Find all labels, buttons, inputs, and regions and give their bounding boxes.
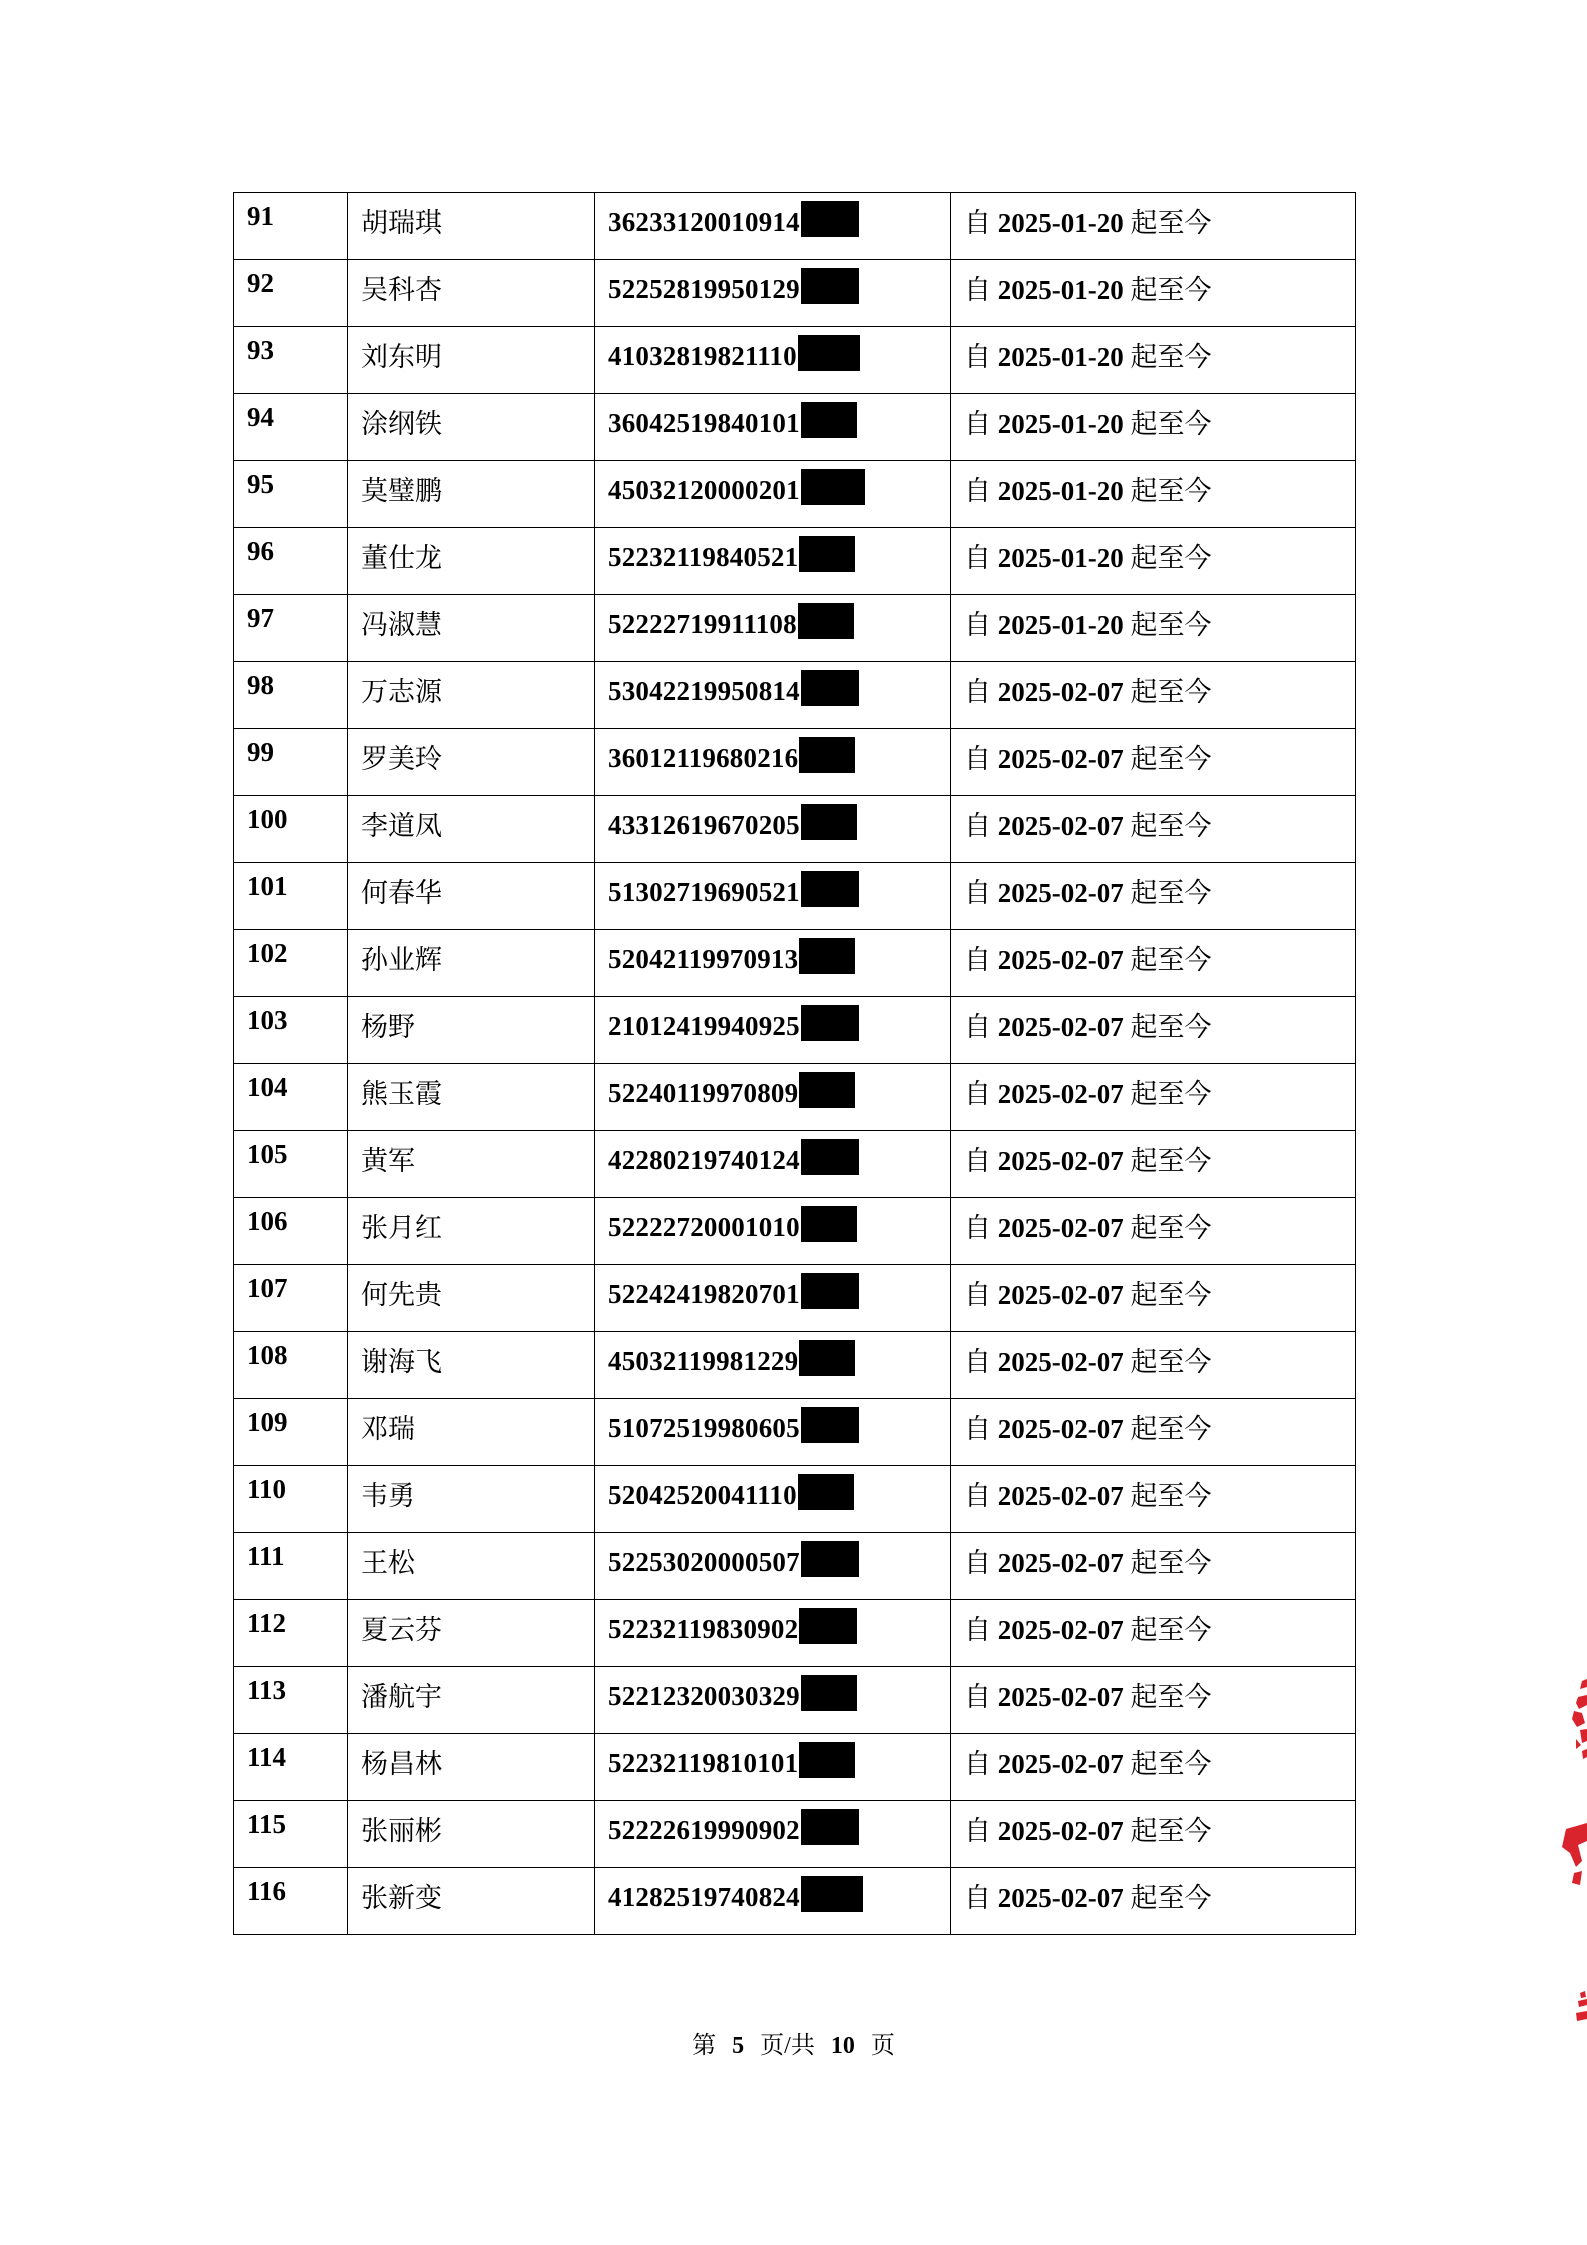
table-row xyxy=(234,729,1356,796)
id-number-cell xyxy=(595,662,951,729)
table-row xyxy=(234,1533,1356,1600)
redaction-block xyxy=(799,938,855,974)
period-prefix: 自 xyxy=(964,1883,991,1913)
period-suffix: 起至今 xyxy=(1130,878,1212,908)
period-prefix: 自 xyxy=(964,1347,991,1377)
id-number-cell xyxy=(595,729,951,796)
period-start-date: 2025-02-07 xyxy=(997,1146,1124,1176)
redaction-block xyxy=(799,1608,857,1644)
period-prefix: 自 xyxy=(964,1213,991,1243)
period-suffix: 起至今 xyxy=(1130,1682,1212,1712)
id-number-visible: 45032119981229 xyxy=(608,1346,799,1376)
period-start-date: 2025-02-07 xyxy=(997,1615,1124,1645)
table-row xyxy=(234,1399,1356,1466)
person-name: 黄军 xyxy=(348,1131,595,1198)
period-cell xyxy=(951,1801,1356,1868)
row-number: 96 xyxy=(234,528,348,595)
period-cell xyxy=(951,997,1356,1064)
period-start-date: 2025-01-20 xyxy=(997,610,1124,640)
period-suffix: 起至今 xyxy=(1130,1213,1212,1243)
id-number-visible: 52252819950129 xyxy=(608,274,800,304)
row-number: 95 xyxy=(234,461,348,528)
id-number-cell xyxy=(595,1868,951,1935)
period-prefix: 自 xyxy=(964,1682,991,1712)
period-cell xyxy=(951,729,1356,796)
period-start-date: 2025-02-07 xyxy=(997,1481,1124,1511)
official-seal-fragment-icon xyxy=(1552,1675,1587,2055)
period-cell xyxy=(951,662,1356,729)
redaction-block xyxy=(801,804,857,840)
id-number-cell xyxy=(595,1533,951,1600)
table-row xyxy=(234,863,1356,930)
person-name: 胡瑞琪 xyxy=(348,193,595,260)
id-number-visible: 52222720001010 xyxy=(608,1212,800,1242)
id-number-cell xyxy=(595,796,951,863)
id-number-cell xyxy=(595,1198,951,1265)
footer-total-pages: 10 xyxy=(830,2033,855,2059)
table-row xyxy=(234,193,1356,260)
redaction-block xyxy=(801,1139,859,1175)
period-prefix: 自 xyxy=(964,1548,991,1578)
id-number-visible: 52232119810101 xyxy=(608,1748,799,1778)
period-prefix: 自 xyxy=(964,1481,991,1511)
person-name: 杨昌林 xyxy=(348,1734,595,1801)
table-row xyxy=(234,1466,1356,1533)
period-suffix: 起至今 xyxy=(1130,744,1212,774)
period-suffix: 起至今 xyxy=(1130,1414,1212,1444)
period-suffix: 起至今 xyxy=(1130,275,1212,305)
id-number-visible: 52240119970809 xyxy=(608,1078,799,1108)
id-number-visible: 52242419820701 xyxy=(608,1279,800,1309)
period-suffix: 起至今 xyxy=(1130,1347,1212,1377)
person-name: 涂纲铁 xyxy=(348,394,595,461)
table-row xyxy=(234,260,1356,327)
id-number-visible: 52222619990902 xyxy=(608,1815,800,1845)
row-number: 102 xyxy=(234,930,348,997)
id-number-visible: 42280219740124 xyxy=(608,1145,800,1175)
period-cell xyxy=(951,595,1356,662)
period-cell xyxy=(951,1399,1356,1466)
id-number-cell xyxy=(595,1265,951,1332)
period-suffix: 起至今 xyxy=(1130,1079,1212,1109)
redaction-block xyxy=(801,670,859,706)
period-prefix: 自 xyxy=(964,1414,991,1444)
person-name: 冯淑慧 xyxy=(348,595,595,662)
row-number: 106 xyxy=(234,1198,348,1265)
id-number-cell xyxy=(595,930,951,997)
row-number: 113 xyxy=(234,1667,348,1734)
id-number-visible: 36233120010914 xyxy=(608,207,800,237)
period-start-date: 2025-02-07 xyxy=(997,1883,1124,1913)
redaction-block xyxy=(801,1675,857,1711)
person-name: 李道凤 xyxy=(348,796,595,863)
id-number-cell xyxy=(595,1131,951,1198)
redaction-block xyxy=(801,1541,859,1577)
period-prefix: 自 xyxy=(964,1749,991,1779)
period-prefix: 自 xyxy=(964,1816,991,1846)
period-start-date: 2025-02-07 xyxy=(997,1414,1124,1444)
period-suffix: 起至今 xyxy=(1130,1883,1212,1913)
id-number-cell xyxy=(595,1332,951,1399)
period-start-date: 2025-02-07 xyxy=(997,744,1124,774)
id-number-visible: 52212320030329 xyxy=(608,1681,800,1711)
redaction-block xyxy=(801,1206,857,1242)
period-cell xyxy=(951,1600,1356,1667)
footer-middle: 页/共 xyxy=(760,2033,815,2059)
table-row xyxy=(234,1198,1356,1265)
footer-suffix: 页 xyxy=(870,2033,895,2059)
period-start-date: 2025-02-07 xyxy=(997,1012,1124,1042)
id-number-visible: 52253020000507 xyxy=(608,1547,800,1577)
person-name: 吴科杏 xyxy=(348,260,595,327)
table-row xyxy=(234,796,1356,863)
id-number-cell xyxy=(595,1801,951,1868)
row-number: 110 xyxy=(234,1466,348,1533)
redaction-block xyxy=(799,1742,855,1778)
row-number: 91 xyxy=(234,193,348,260)
period-cell xyxy=(951,394,1356,461)
redaction-block xyxy=(798,603,854,639)
person-name: 张新变 xyxy=(348,1868,595,1935)
period-suffix: 起至今 xyxy=(1130,409,1212,439)
id-number-visible: 52222719911108 xyxy=(608,609,797,639)
period-prefix: 自 xyxy=(964,677,991,707)
period-cell xyxy=(951,528,1356,595)
id-number-visible: 52042119970913 xyxy=(608,944,799,974)
footer-page-number: 5 xyxy=(732,2033,745,2059)
period-cell xyxy=(951,930,1356,997)
period-suffix: 起至今 xyxy=(1130,208,1212,238)
period-cell xyxy=(951,796,1356,863)
period-prefix: 自 xyxy=(964,1012,991,1042)
period-start-date: 2025-02-07 xyxy=(997,1280,1124,1310)
redaction-block xyxy=(801,1407,859,1443)
table-row xyxy=(234,1265,1356,1332)
row-number: 104 xyxy=(234,1064,348,1131)
redaction-block xyxy=(801,402,857,438)
page-footer xyxy=(0,2025,1587,2060)
person-name: 刘东明 xyxy=(348,327,595,394)
table-row xyxy=(234,1868,1356,1935)
id-number-visible: 41032819821110 xyxy=(608,341,797,371)
period-start-date: 2025-02-07 xyxy=(997,1347,1124,1377)
person-name: 杨野 xyxy=(348,997,595,1064)
table-row xyxy=(234,1064,1356,1131)
id-number-visible: 52232119840521 xyxy=(608,542,799,572)
period-cell xyxy=(951,193,1356,260)
period-suffix: 起至今 xyxy=(1130,1749,1212,1779)
id-number-visible: 36042519840101 xyxy=(608,408,800,438)
period-prefix: 自 xyxy=(964,878,991,908)
redaction-block xyxy=(801,1005,859,1041)
row-number: 108 xyxy=(234,1332,348,1399)
table-row xyxy=(234,930,1356,997)
period-start-date: 2025-01-20 xyxy=(997,409,1124,439)
row-number: 93 xyxy=(234,327,348,394)
period-prefix: 自 xyxy=(964,811,991,841)
period-start-date: 2025-01-20 xyxy=(997,476,1124,506)
period-suffix: 起至今 xyxy=(1130,1816,1212,1846)
row-number: 116 xyxy=(234,1868,348,1935)
id-number-cell xyxy=(595,394,951,461)
person-name: 韦勇 xyxy=(348,1466,595,1533)
id-number-cell xyxy=(595,461,951,528)
period-cell xyxy=(951,1265,1356,1332)
period-suffix: 起至今 xyxy=(1130,342,1212,372)
id-number-visible: 52232119830902 xyxy=(608,1614,799,1644)
period-start-date: 2025-01-20 xyxy=(997,275,1124,305)
period-prefix: 自 xyxy=(964,342,991,372)
redaction-block xyxy=(801,871,859,907)
period-prefix: 自 xyxy=(964,208,991,238)
period-cell xyxy=(951,461,1356,528)
period-cell xyxy=(951,260,1356,327)
person-name: 何先贵 xyxy=(348,1265,595,1332)
redaction-block xyxy=(801,1273,859,1309)
period-suffix: 起至今 xyxy=(1130,677,1212,707)
period-start-date: 2025-02-07 xyxy=(997,945,1124,975)
row-number: 99 xyxy=(234,729,348,796)
person-name: 邓瑞 xyxy=(348,1399,595,1466)
id-number-visible: 51072519980605 xyxy=(608,1413,800,1443)
id-number-cell xyxy=(595,595,951,662)
period-prefix: 自 xyxy=(964,476,991,506)
redaction-block xyxy=(798,1474,854,1510)
period-suffix: 起至今 xyxy=(1130,476,1212,506)
row-number: 103 xyxy=(234,997,348,1064)
row-number: 94 xyxy=(234,394,348,461)
row-number: 115 xyxy=(234,1801,348,1868)
table-row xyxy=(234,327,1356,394)
row-number: 98 xyxy=(234,662,348,729)
id-number-visible: 43312619670205 xyxy=(608,810,800,840)
period-suffix: 起至今 xyxy=(1130,1280,1212,1310)
period-start-date: 2025-01-20 xyxy=(997,208,1124,238)
person-name: 罗美玲 xyxy=(348,729,595,796)
id-number-visible: 45032120000201 xyxy=(608,475,800,505)
period-cell xyxy=(951,327,1356,394)
person-name: 万志源 xyxy=(348,662,595,729)
id-number-cell xyxy=(595,260,951,327)
id-number-visible: 52042520041110 xyxy=(608,1480,797,1510)
id-number-visible: 36012119680216 xyxy=(608,743,799,773)
table-row xyxy=(234,1600,1356,1667)
period-cell xyxy=(951,1734,1356,1801)
person-name: 谢海飞 xyxy=(348,1332,595,1399)
id-number-cell xyxy=(595,327,951,394)
person-name: 孙业辉 xyxy=(348,930,595,997)
person-name: 张月红 xyxy=(348,1198,595,1265)
period-cell xyxy=(951,1667,1356,1734)
row-number: 111 xyxy=(234,1533,348,1600)
row-number: 112 xyxy=(234,1600,348,1667)
id-number-cell xyxy=(595,1064,951,1131)
table-row xyxy=(234,1801,1356,1868)
redaction-block xyxy=(801,201,859,237)
period-start-date: 2025-02-07 xyxy=(997,811,1124,841)
id-number-cell xyxy=(595,1667,951,1734)
personnel-table xyxy=(233,192,1356,1935)
period-cell xyxy=(951,1868,1356,1935)
period-suffix: 起至今 xyxy=(1130,1012,1212,1042)
period-prefix: 自 xyxy=(964,610,991,640)
id-number-cell xyxy=(595,997,951,1064)
period-start-date: 2025-01-20 xyxy=(997,543,1124,573)
period-suffix: 起至今 xyxy=(1130,610,1212,640)
period-suffix: 起至今 xyxy=(1130,1615,1212,1645)
period-prefix: 自 xyxy=(964,744,991,774)
period-prefix: 自 xyxy=(964,1615,991,1645)
period-prefix: 自 xyxy=(964,1079,991,1109)
table-row xyxy=(234,1131,1356,1198)
period-start-date: 2025-02-07 xyxy=(997,1682,1124,1712)
redaction-block xyxy=(799,737,855,773)
period-suffix: 起至今 xyxy=(1130,1481,1212,1511)
redaction-block xyxy=(801,1876,863,1912)
period-start-date: 2025-01-20 xyxy=(997,342,1124,372)
period-start-date: 2025-02-07 xyxy=(997,1079,1124,1109)
person-name: 潘航宇 xyxy=(348,1667,595,1734)
redaction-block xyxy=(801,268,859,304)
row-number: 109 xyxy=(234,1399,348,1466)
period-prefix: 自 xyxy=(964,945,991,975)
id-number-cell xyxy=(595,1399,951,1466)
row-number: 100 xyxy=(234,796,348,863)
period-cell xyxy=(951,1198,1356,1265)
period-prefix: 自 xyxy=(964,543,991,573)
id-number-visible: 21012419940925 xyxy=(608,1011,800,1041)
period-suffix: 起至今 xyxy=(1130,1146,1212,1176)
person-name: 熊玉霞 xyxy=(348,1064,595,1131)
redaction-block xyxy=(799,536,855,572)
period-cell xyxy=(951,1533,1356,1600)
person-name: 董仕龙 xyxy=(348,528,595,595)
period-suffix: 起至今 xyxy=(1130,1548,1212,1578)
person-name: 夏云芬 xyxy=(348,1600,595,1667)
table-row xyxy=(234,461,1356,528)
period-prefix: 自 xyxy=(964,1146,991,1176)
redaction-block xyxy=(799,1340,855,1376)
period-start-date: 2025-02-07 xyxy=(997,1213,1124,1243)
period-suffix: 起至今 xyxy=(1130,945,1212,975)
period-prefix: 自 xyxy=(964,409,991,439)
period-start-date: 2025-02-07 xyxy=(997,1749,1124,1779)
table-row xyxy=(234,394,1356,461)
period-suffix: 起至今 xyxy=(1130,811,1212,841)
footer-prefix: 第 xyxy=(692,2033,717,2059)
table-row xyxy=(234,997,1356,1064)
id-number-cell xyxy=(595,528,951,595)
id-number-visible: 53042219950814 xyxy=(608,676,800,706)
person-name: 张丽彬 xyxy=(348,1801,595,1868)
id-number-cell xyxy=(595,1466,951,1533)
period-suffix: 起至今 xyxy=(1130,543,1212,573)
table-row xyxy=(234,595,1356,662)
period-prefix: 自 xyxy=(964,1280,991,1310)
id-number-cell xyxy=(595,193,951,260)
row-number: 92 xyxy=(234,260,348,327)
person-name: 莫璧鹏 xyxy=(348,461,595,528)
table-row xyxy=(234,528,1356,595)
table-row xyxy=(234,1734,1356,1801)
person-name: 王松 xyxy=(348,1533,595,1600)
id-number-cell xyxy=(595,1600,951,1667)
period-cell xyxy=(951,863,1356,930)
redaction-block xyxy=(801,469,865,505)
redaction-block xyxy=(801,1809,859,1845)
id-number-visible: 51302719690521 xyxy=(608,877,800,907)
table-row xyxy=(234,1667,1356,1734)
period-prefix: 自 xyxy=(964,275,991,305)
table-body xyxy=(234,193,1356,1935)
row-number: 114 xyxy=(234,1734,348,1801)
row-number: 101 xyxy=(234,863,348,930)
id-number-cell xyxy=(595,1734,951,1801)
row-number: 97 xyxy=(234,595,348,662)
period-start-date: 2025-02-07 xyxy=(997,878,1124,908)
redaction-block xyxy=(799,1072,855,1108)
row-number: 107 xyxy=(234,1265,348,1332)
id-number-cell xyxy=(595,863,951,930)
row-number: 105 xyxy=(234,1131,348,1198)
id-number-visible: 41282519740824 xyxy=(608,1882,800,1912)
redaction-block xyxy=(798,335,860,371)
period-cell xyxy=(951,1466,1356,1533)
table-row xyxy=(234,1332,1356,1399)
period-start-date: 2025-02-07 xyxy=(997,1548,1124,1578)
period-cell xyxy=(951,1131,1356,1198)
person-name: 何春华 xyxy=(348,863,595,930)
period-cell xyxy=(951,1332,1356,1399)
period-start-date: 2025-02-07 xyxy=(997,1816,1124,1846)
period-start-date: 2025-02-07 xyxy=(997,677,1124,707)
table-row xyxy=(234,662,1356,729)
period-cell xyxy=(951,1064,1356,1131)
